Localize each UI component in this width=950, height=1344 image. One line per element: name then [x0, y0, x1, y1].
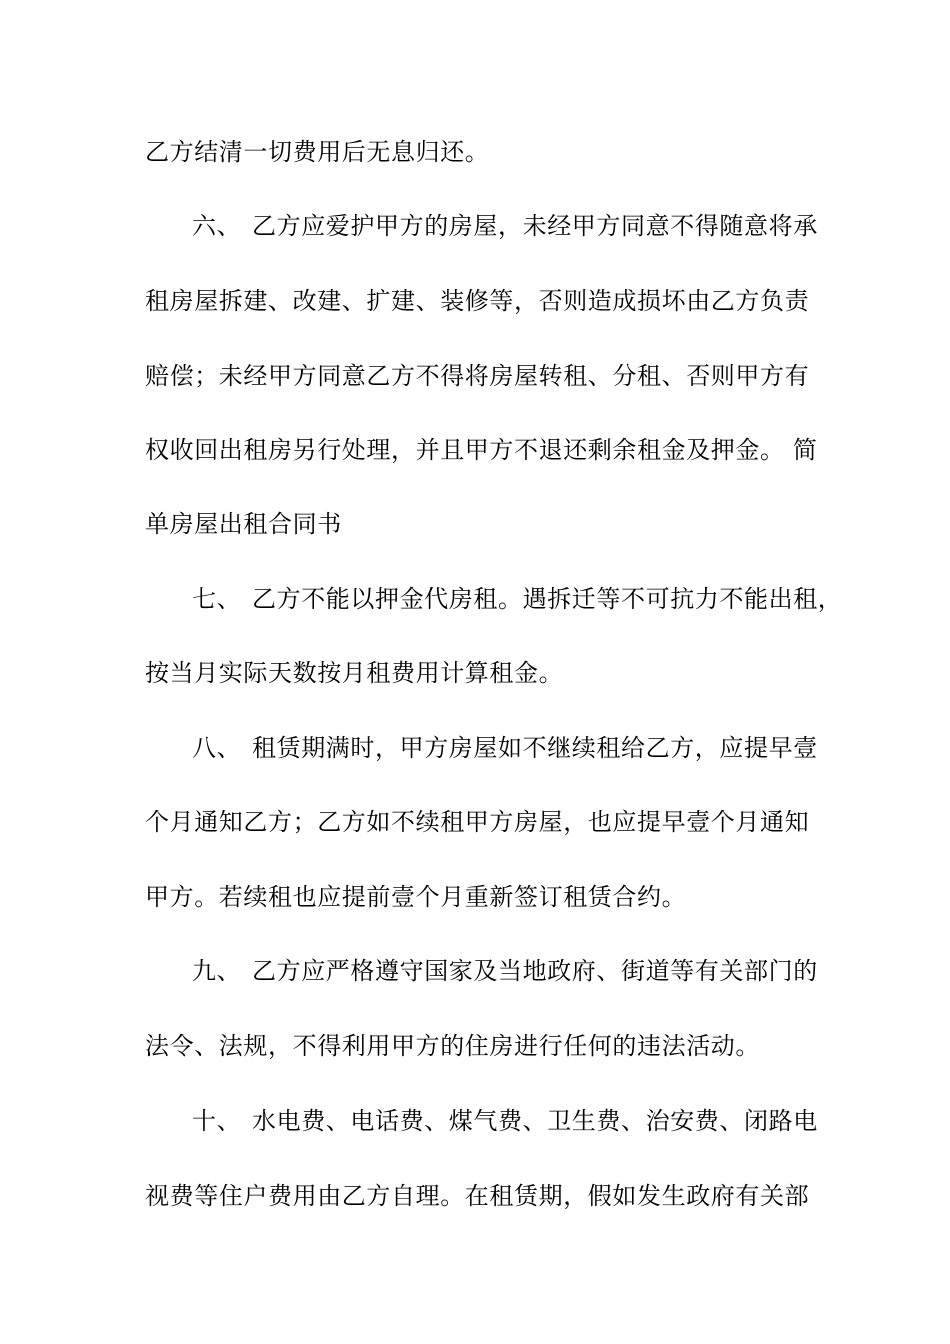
paragraph-line [145, 434, 825, 466]
paragraph-line [145, 285, 825, 317]
clause-ten-line [192, 1105, 872, 1137]
line-text: 租赁期满时，甲方房屋如不继续租给乙方，应提早壹 [252, 734, 818, 762]
paragraph-line [145, 1180, 825, 1212]
line-text: 乙方不能以押金代房租。遇拆迁等不可抗力不能出租， [252, 585, 843, 613]
line-text: 法令、法规，不得利用甲方的住房进行任何的违法活动。 [145, 1032, 760, 1060]
paragraph-line [145, 881, 825, 913]
paragraph-line [145, 806, 825, 838]
line-text: 乙方结清一切费用后无息归还。 [145, 138, 490, 166]
line-text: 乙方应严格遵守国家及当地政府、街道等有关部门的 [252, 957, 818, 985]
line-text: 乙方应爱护甲方的房屋，未经甲方同意不得随意将承 [252, 212, 818, 240]
paragraph-line [145, 1030, 825, 1062]
clause-eight-line [192, 732, 872, 764]
line-text: 甲方。若续租也应提前壹个月重新签订租赁合约。 [145, 883, 687, 911]
line-text: 租房屋拆建、改建、扩建、装修等，否则造成损坏由乙方负责 [145, 287, 810, 315]
line-text: 视费等住户费用由乙方自理。在租赁期，假如发生政府有关部 [145, 1182, 810, 1210]
paragraph-line [145, 508, 825, 540]
clause-number: 八、 [192, 734, 242, 762]
clause-number: 十、 [192, 1107, 242, 1135]
paragraph-line [145, 136, 825, 168]
line-text: 水电费、电话费、煤气费、卫生费、治安费、闭路电 [252, 1107, 818, 1135]
paragraph-line [145, 657, 825, 689]
clause-seven-line [192, 583, 872, 615]
line-text: 赔偿；未经甲方同意乙方不得将房屋转租、分租、否则甲方有 [145, 362, 810, 390]
line-text: 单房屋出租合同书 [145, 510, 342, 538]
clause-nine-line [192, 955, 872, 987]
line-text: 个月通知乙方；乙方如不续租甲方房屋，也应提早壹个月通知 [145, 808, 810, 836]
clause-six-line [192, 210, 872, 242]
line-text: 按当月实际天数按月租费用计算租金。 [145, 659, 564, 687]
line-text: 权收回出租房另行处理，并且甲方不退还剩余租金及押金。 简 [145, 436, 818, 464]
clause-number: 六、 [192, 212, 242, 240]
clause-number: 七、 [192, 585, 242, 613]
clause-number: 九、 [192, 957, 242, 985]
paragraph-line [145, 360, 825, 392]
